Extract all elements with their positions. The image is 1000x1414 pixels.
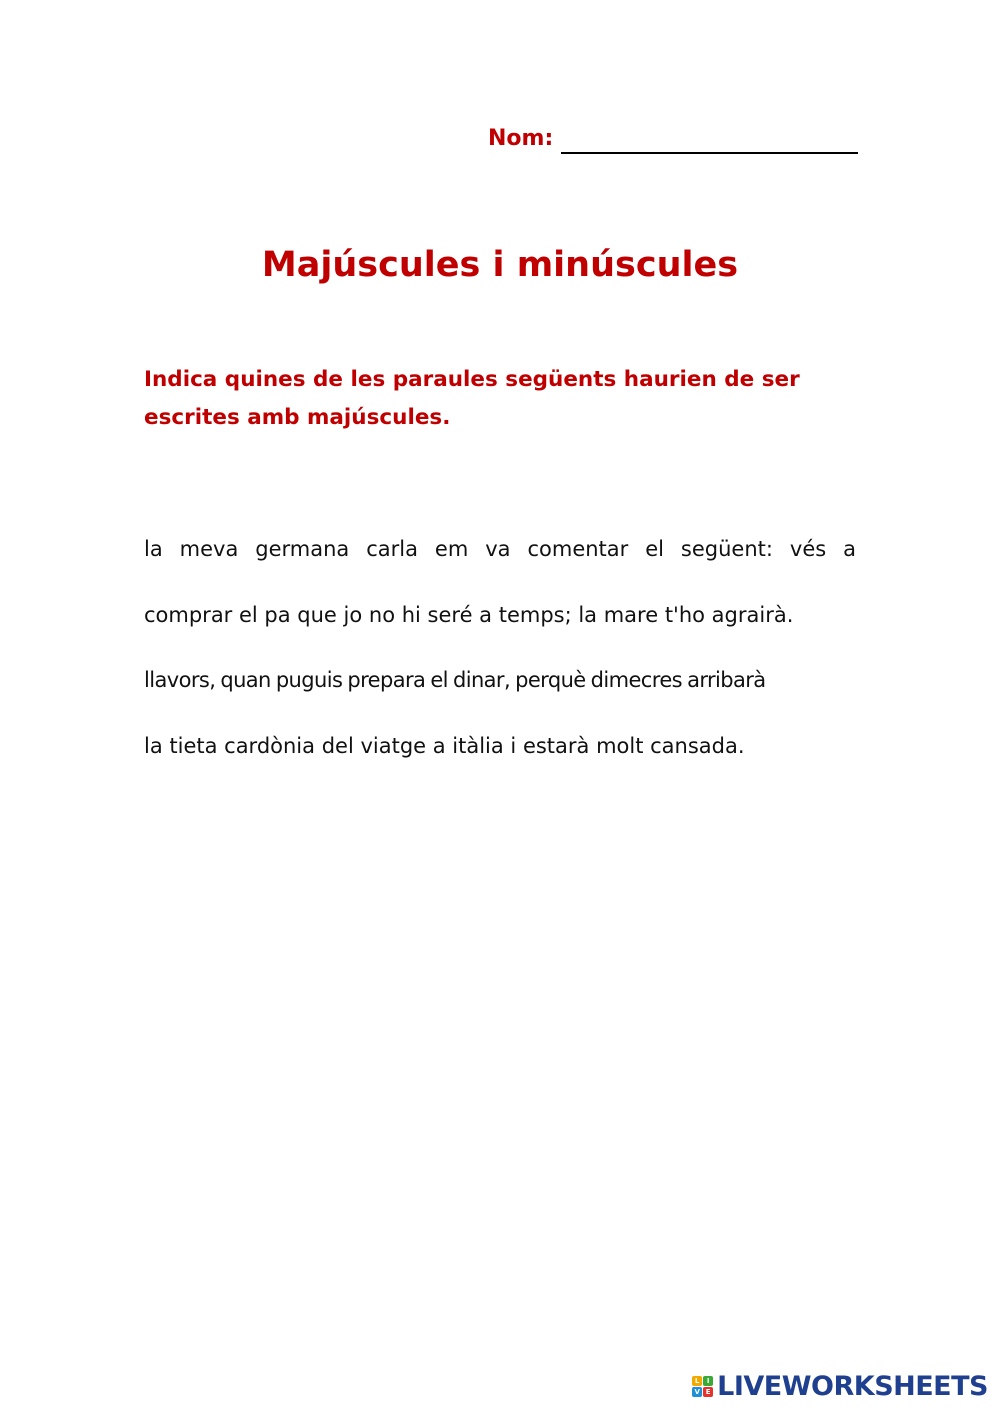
logo-mark-icon xyxy=(692,1376,713,1397)
exercise-line: llavors, quan puguis prepara el dinar, perquè dimecres arribarà xyxy=(144,668,766,692)
logo-mark-tile: L xyxy=(692,1376,702,1386)
exercise-text xyxy=(144,528,856,790)
name-blank-line xyxy=(561,126,858,154)
logo-mark-tile: I xyxy=(703,1376,713,1386)
exercise-line: comprar el pa que jo no hi seré a temps; la mare t'ho agrairà. xyxy=(144,602,794,627)
exercise-line: la tieta cardònia del viatge a itàlia i estarà molt cansada. xyxy=(144,733,745,758)
page-title: Majúscules i minúscules xyxy=(261,245,739,285)
name-label: Nom: xyxy=(488,126,554,151)
logo-text: LIVEWORKSHEETS xyxy=(717,1370,988,1402)
logo-mark-tile: V xyxy=(692,1387,702,1397)
name-row xyxy=(488,118,858,154)
liveworksheets-logo xyxy=(692,1366,988,1406)
exercise-line: la meva germana carla em va comentar el següent: vés a xyxy=(144,537,856,561)
logo-mark-tile: E xyxy=(703,1387,713,1397)
exercise-instruction: Indica quines de les paraules següents haurien de ser escrites amb majúscules. xyxy=(144,367,800,430)
